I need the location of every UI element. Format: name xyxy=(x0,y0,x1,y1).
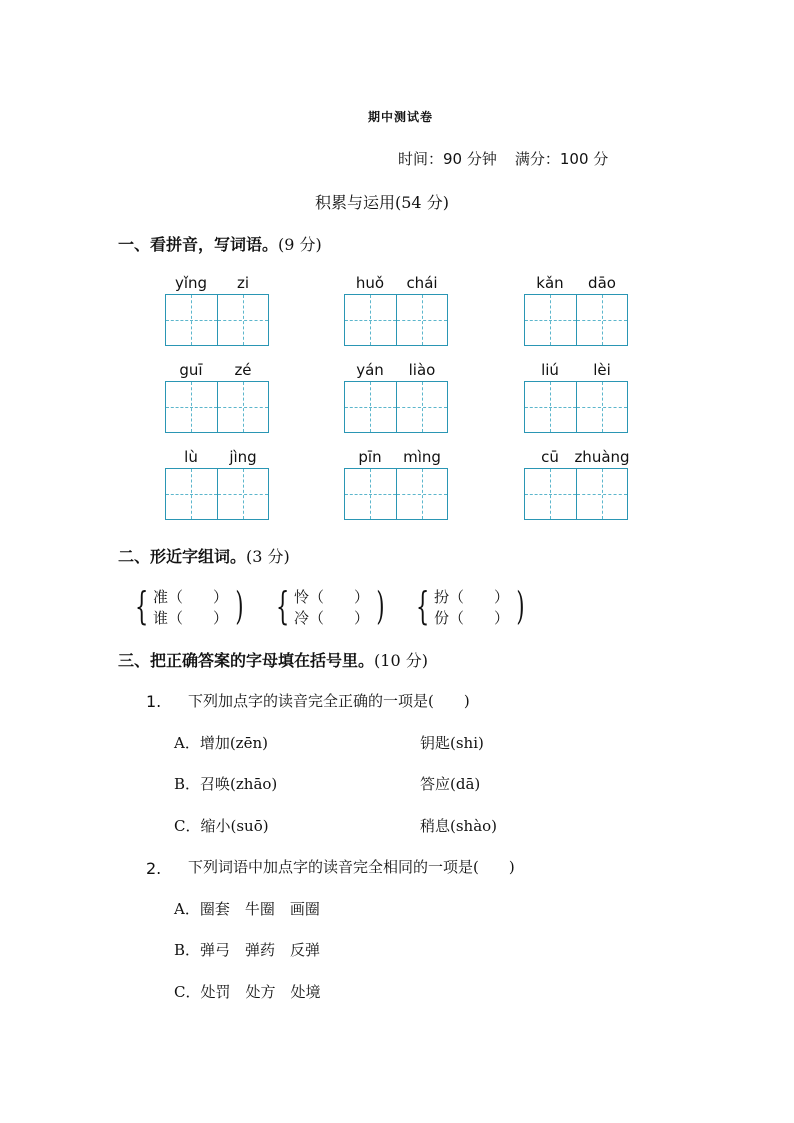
option-b[interactable]: B．召唤(zhāo) xyxy=(174,775,278,793)
pinyin-2: zi xyxy=(236,274,250,292)
section2-title: 二、形近字组词。 xyxy=(118,547,247,566)
writing-grid[interactable] xyxy=(524,468,628,520)
pinyin-1: liú xyxy=(541,361,559,379)
option-a-word2: 钥匙(shi) xyxy=(420,734,484,752)
writing-grid[interactable] xyxy=(165,294,269,346)
section3-heading xyxy=(118,648,428,671)
pinyin-box xyxy=(344,361,448,441)
pinyin-1: kǎn xyxy=(536,274,564,292)
pinyin-1: yán xyxy=(356,361,384,379)
writing-grid[interactable] xyxy=(524,381,628,433)
option-a[interactable]: A．圈套 牛圈 画圈 xyxy=(174,900,320,918)
right-paren: ) xyxy=(376,584,385,628)
char-pair xyxy=(276,586,386,630)
pinyin-1: lù xyxy=(184,448,198,466)
pinyin-box xyxy=(524,274,628,354)
full-score: 满分：100 分 xyxy=(514,150,609,168)
pinyin-box xyxy=(344,274,448,354)
section3-points: (10 分) xyxy=(374,651,428,670)
left-brace: { xyxy=(276,584,290,628)
char-pair xyxy=(135,586,245,630)
left-brace: { xyxy=(135,584,149,628)
writing-grid[interactable] xyxy=(165,468,269,520)
pair-line-2[interactable]: 冷（ ） xyxy=(294,609,370,627)
pinyin-2: zé xyxy=(234,361,252,379)
pinyin-2: chái xyxy=(406,274,438,292)
pinyin-2: liào xyxy=(408,361,436,379)
pinyin-2: zhuàng xyxy=(574,448,630,466)
pinyin-box xyxy=(165,448,269,528)
option-b-word2: 答应(dā) xyxy=(420,775,481,793)
pinyin-1: pīn xyxy=(358,448,382,466)
pinyin-1: guī xyxy=(179,361,203,379)
writing-grid[interactable] xyxy=(344,381,448,433)
time-limit: 时间：90 分钟 xyxy=(398,150,497,168)
section1-heading xyxy=(118,232,322,255)
right-paren: ) xyxy=(235,584,244,628)
pinyin-box xyxy=(165,274,269,354)
question-text: 下列加点字的读音完全正确的一项是( ) xyxy=(188,692,470,710)
char-pair xyxy=(416,586,526,630)
question-number: 2. xyxy=(146,859,162,878)
option-a[interactable]: A．增加(zēn) xyxy=(174,734,268,752)
pair-line-2[interactable]: 谁（ ） xyxy=(153,609,229,627)
section3-title: 三、把正确答案的字母填在括号里。 xyxy=(118,651,375,670)
writing-grid[interactable] xyxy=(344,294,448,346)
writing-grid[interactable] xyxy=(165,381,269,433)
section2-points: (3 分) xyxy=(246,547,290,566)
pinyin-2: jìng xyxy=(229,448,257,466)
section1-title: 一、看拼音，写词语。 xyxy=(118,235,279,254)
exam-meta xyxy=(398,148,626,169)
section2-heading xyxy=(118,544,290,567)
pair-line-1[interactable]: 怜（ ） xyxy=(294,588,370,606)
writing-grid[interactable] xyxy=(344,468,448,520)
pair-line-2[interactable]: 份（ ） xyxy=(434,609,510,627)
pinyin-box xyxy=(524,361,628,441)
section1-points: (9 分) xyxy=(278,235,322,254)
question-text: 下列词语中加点字的读音完全相同的一项是( ) xyxy=(188,858,515,876)
option-c[interactable]: C．缩小(suō) xyxy=(174,817,269,835)
pair-line-1[interactable]: 扮（ ） xyxy=(434,588,510,606)
writing-grid[interactable] xyxy=(524,294,628,346)
exam-title: 期中测试卷 xyxy=(368,110,434,124)
pinyin-1: huǒ xyxy=(355,274,385,292)
pinyin-1: cū xyxy=(541,448,559,466)
pinyin-1: yǐng xyxy=(174,274,208,292)
pair-line-1[interactable]: 准（ ） xyxy=(153,588,229,606)
option-c[interactable]: C．处罚 处方 处境 xyxy=(174,983,321,1001)
pinyin-2: mìng xyxy=(403,448,441,466)
pinyin-2: dāo xyxy=(588,274,616,292)
option-c-word2: 稍息(shào) xyxy=(420,817,498,835)
right-paren: ) xyxy=(516,584,525,628)
pinyin-box xyxy=(524,448,628,528)
question-number: 1. xyxy=(146,692,162,711)
pinyin-box xyxy=(165,361,269,441)
left-brace: { xyxy=(416,584,430,628)
option-b[interactable]: B．弹弓 弹药 反弹 xyxy=(174,941,321,959)
pinyin-2: lèi xyxy=(593,361,611,379)
pinyin-box xyxy=(344,448,448,528)
part-heading: 积累与运用(54 分) xyxy=(315,193,449,212)
